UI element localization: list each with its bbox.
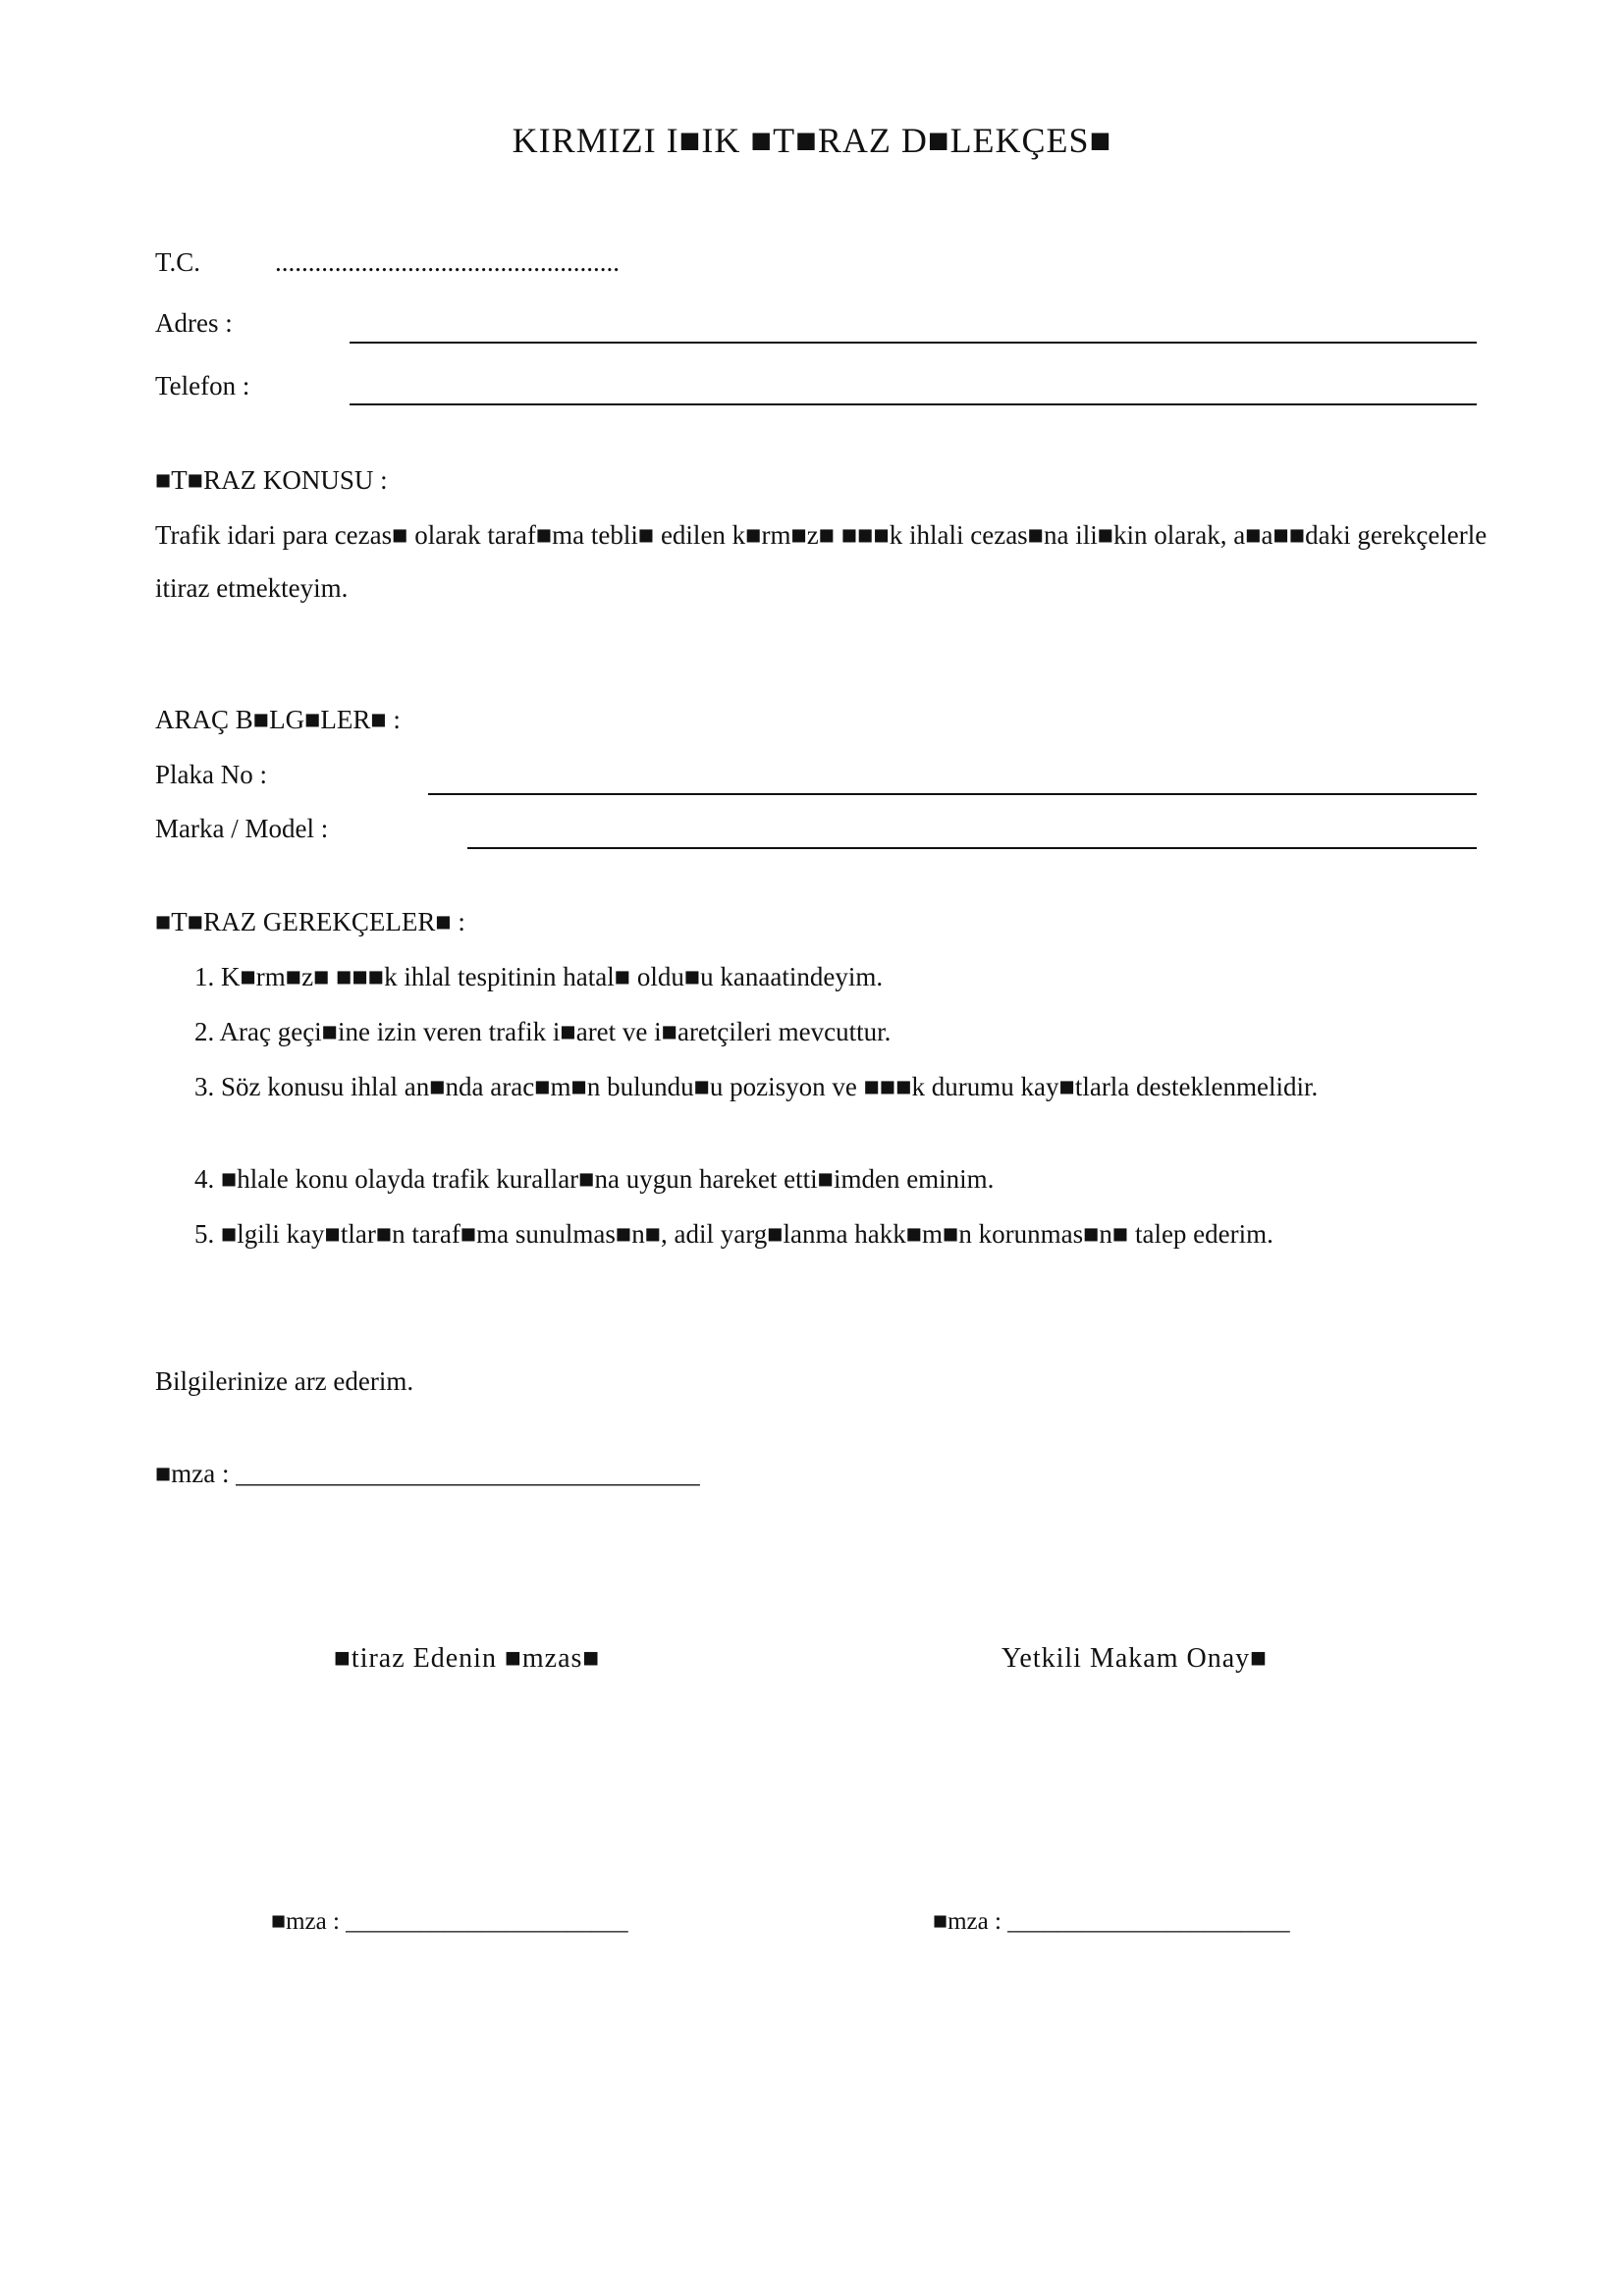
imza-line: ■mza : ___________________________________ — [155, 1459, 700, 1488]
gerekce-item-3: 3. Söz konusu ihlal an■nda arac■m■n bulundu■u pozisyon ve ■■■k durumu kay■tlarla desteklenmelidir. — [194, 1072, 1319, 1101]
adres-label: Adres : — [155, 308, 233, 338]
closing-text: Bilgilerinize arz ederim. — [155, 1366, 414, 1396]
itiraz-konusu-text: Trafik idari para cezas■ olarak taraf■ma tebli■ edilen k■rm■z■ ■■■k ihlali cezas■na ili■kin olarak, a■a■■daki gerekçelerle itiraz etmekteyim. — [155, 520, 1488, 603]
gerekce-item-4: 4. ■hlale konu olayda trafik kurallar■na uygun hareket etti■imden eminim. — [194, 1164, 995, 1194]
plaka-line — [428, 793, 1477, 795]
telefon-line — [350, 403, 1477, 405]
gerekceler-heading: ■T■RAZ GEREKÇELER■ : — [155, 907, 465, 936]
arac-bilgileri-heading: ARAÇ B■LG■LER■ : — [155, 705, 401, 734]
tc-dotted-field: .................................................... — [275, 247, 620, 277]
left-signature-title: ■tiraz Edenin ■mzas■ — [334, 1643, 601, 1674]
adres-line — [350, 342, 1477, 344]
itiraz-konusu-heading: ■T■RAZ KONUSU : — [155, 465, 388, 495]
left-imza-line: ■mza : _______________________ — [271, 1908, 628, 1935]
gerekce-item-1: 1. K■rm■z■ ■■■k ihlal tespitinin hatal■ oldu■u kanaatindeyim. — [194, 962, 884, 991]
right-signature-title: Yetkili Makam Onay■ — [1001, 1643, 1269, 1674]
telefon-label: Telefon : — [155, 371, 250, 400]
plaka-label: Plaka No : — [155, 760, 267, 789]
marka-line — [467, 847, 1477, 849]
gerekce-item-2: 2. Araç geçi■ine izin veren trafik i■aret ve i■aretçileri mevcuttur. — [194, 1017, 892, 1046]
marka-label: Marka / Model : — [155, 814, 329, 843]
right-imza-line: ■mza : _______________________ — [933, 1908, 1290, 1935]
document-title: KIRMIZI I■IK ■T■RAZ D■LEKÇES■ — [512, 121, 1112, 160]
tc-label: T.C. — [155, 247, 200, 277]
gerekce-item-5: 5. ■lgili kay■tlar■n taraf■ma sunulmas■n■, adil yarg■lanma hakk■m■n korunmas■n■ talep ederim. — [194, 1219, 1273, 1249]
